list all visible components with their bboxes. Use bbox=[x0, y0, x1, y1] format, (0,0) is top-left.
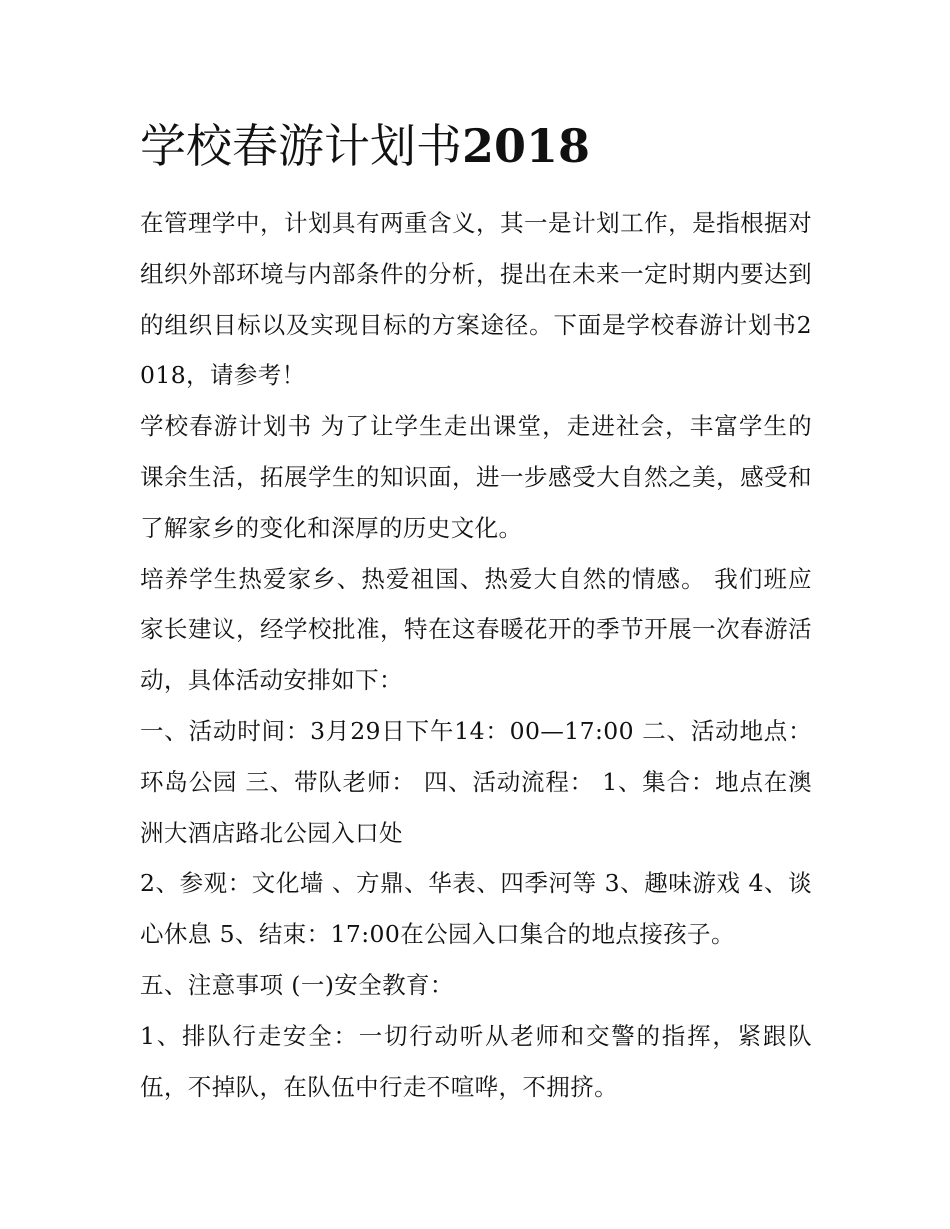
document-title bbox=[140, 116, 590, 176]
document-title-text: 学校春游计划书 bbox=[140, 119, 462, 173]
paragraph-itinerary: 2、参观：文化墙 、方鼎、华表、四季河等 3、趣味游戏 4、谈心休息 5、结束：17:00在公园入口集合的地点接孩子。 bbox=[140, 869, 812, 949]
document-title-year: 2018 bbox=[462, 119, 591, 173]
paragraph-schedule: 一、活动时间：3月29日下午14：00—17:00 二、活动地点：环岛公园 三、带队老师： 四、活动流程： 1、集合：地点在澳洲大酒店路北公园入口处 bbox=[140, 716, 812, 847]
paragraph-purpose: 学校春游计划书 为了让学生走出课堂，走进社会，丰富学生的课余生活，拓展学生的知识面，进一步感受大自然之美，感受和了解家乡的变化和深厚的历史文化。 bbox=[140, 412, 812, 542]
paragraph-goal: 培养学生热爱家乡、热爱祖国、热爱大自然的情感。 我们班应家长建议，经学校批准，特在这春暖花开的季节开展一次春游活动，具体活动安排如下： bbox=[140, 564, 812, 695]
paragraph-notes-heading: 五、注意事项 (一)安全教育： bbox=[140, 970, 454, 999]
document-body bbox=[140, 198, 812, 1112]
paragraph-safety-rule: 1、排队行走安全：一切行动听从老师和交警的指挥，紧跟队伍，不掉队，在队伍中行走不喧哗，不拥挤。 bbox=[140, 1021, 812, 1101]
paragraph-intro: 在管理学中，计划具有两重含义，其一是计划工作，是指根据对组织外部环境与内部条件的分析，提出在未来一定时期内要达到的组织目标以及实现目标的方案途径。下面是学校春游计划书2018，请参考！ bbox=[140, 209, 812, 390]
